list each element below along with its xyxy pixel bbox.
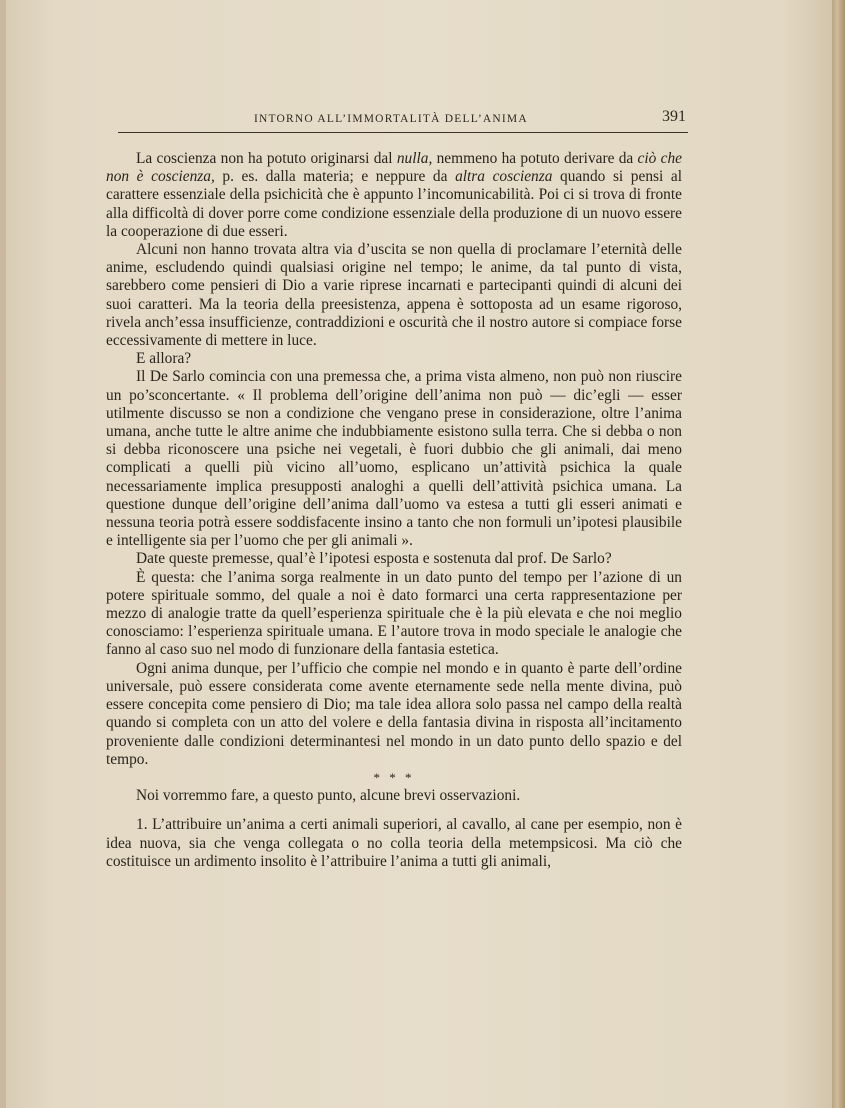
paragraph-8: Noi vorremmo fare, a questo punto, alcune brevi osservazioni. bbox=[136, 787, 521, 805]
paragraph-7: Ogni anima dunque, per l’ufficio che compie nel mondo e in quanto è parte dell’ordine universale, può essere considerata come avente eternamente sede nella mente divina, può essere concepita come pensiero di Dio; ma tale idea allora solo passa nel campo della realtà quando si completa con un atto del volere e della fantasia divina in risposta all’incitamento proveniente dalle condizioni determinantesi nel mondo in un dato punto dello spazio e del tempo. bbox=[106, 659, 682, 768]
paragraph-4: Il De Sarlo comincia con una premessa che, a prima vista almeno, non può non riuscire un po’sconcertante. « Il problema dell’origine dell’anima non può — dic’egli — esser utilmente discusso se non a condizione che vengano prese in considerazione, oltre l’anima umana, anche tutte le altre anime che indubbiamente esistono sulla terra. Che si debba o non si debba riconoscere una psiche nei vegetali, è fuori dubbio che gli animali, dai meno complicati a quelli più vicino all’uomo, esplicano un’attività psichica la quale necessariamente implica presupposti analoghi a quelli dell’attività psichica umana. La questione dunque dell’origine dell’anima dall’uomo va estesa a tutti gli esseri animati e nessuna teoria potrà essere soddisfacente insino a tanto che non formuli un’ipotesi plausibile e intelligente sia per l’uomo che per gli animali ». bbox=[106, 368, 682, 550]
spacer bbox=[106, 805, 682, 816]
paragraph-9: 1. L’attribuire un’anima a certi animali superiori, al cavallo, al cane per esempio, non è idea nuova, sia che venga collegata o no colla teoria della metempsicosi. Ma ciò che costituisce un ardimento insolito è l’attribuire l’anima a tutti gli animali, bbox=[106, 816, 682, 870]
body-text bbox=[106, 150, 682, 871]
book-page bbox=[6, 0, 832, 1108]
paragraph-3: E allora? bbox=[136, 350, 192, 368]
section-separator: * * * bbox=[373, 769, 415, 785]
paragraph-6: È questa: che l’anima sorga realmente in un dato punto del tempo per l’azione di un potere spirituale sommo, del quale a noi è dato formarci una certa rappresentazione per mezzo di analogie tratte da quell’esperienza spirituale che è la più elevata e che noi meglio conosciamo: l’esperienza spirituale umana. E l’autore trova in modo speciale le analogie che fanno al caso suo nel modo di funzionare della fantasia estetica. bbox=[106, 568, 682, 659]
paragraph-5: Date queste premesse, qual’è l’ipotesi esposta e sostenuta dal prof. De Sarlo? bbox=[136, 550, 612, 568]
page-header bbox=[118, 108, 688, 133]
page-number: 391 bbox=[662, 108, 686, 125]
page-edge bbox=[832, 0, 845, 1108]
paragraph-2: Alcuni non hanno trovata altra via d’uscita se non quella di proclamare l’eternità delle anime, escludendo quindi qualsiasi origine nel tempo; le anime, da tal punto di vista, sarebbero come pensieri di Dio a varie riprese incarnati e partecipanti quindi di alcuni dei suoi caratteri. Ma la teoria della preesistenza, appena è sottoposta ad un esame rigoroso, rivela anch’essa insufficienze, contraddizioni e oscurità che il nostro autore si compiace forse eccessivamente di mettere in luce. bbox=[106, 241, 682, 350]
paragraph-1: La coscienza non ha potuto originarsi dal nulla, nemmeno ha potuto derivare da ciò che non è coscienza, p. es. dalla materia; e neppure da altra coscienza quando si pensi al carattere essenziale della psichicità che è appunto l’incomunicabilità. Poi ci si trova di fronte alla difficoltà di dover porre come condizione essenziale della produzione di un nuovo essere la cooperazione di due esseri. bbox=[106, 150, 682, 240]
running-title: INTORNO ALL’IMMORTALITÀ DELL’ANIMA bbox=[254, 113, 528, 125]
